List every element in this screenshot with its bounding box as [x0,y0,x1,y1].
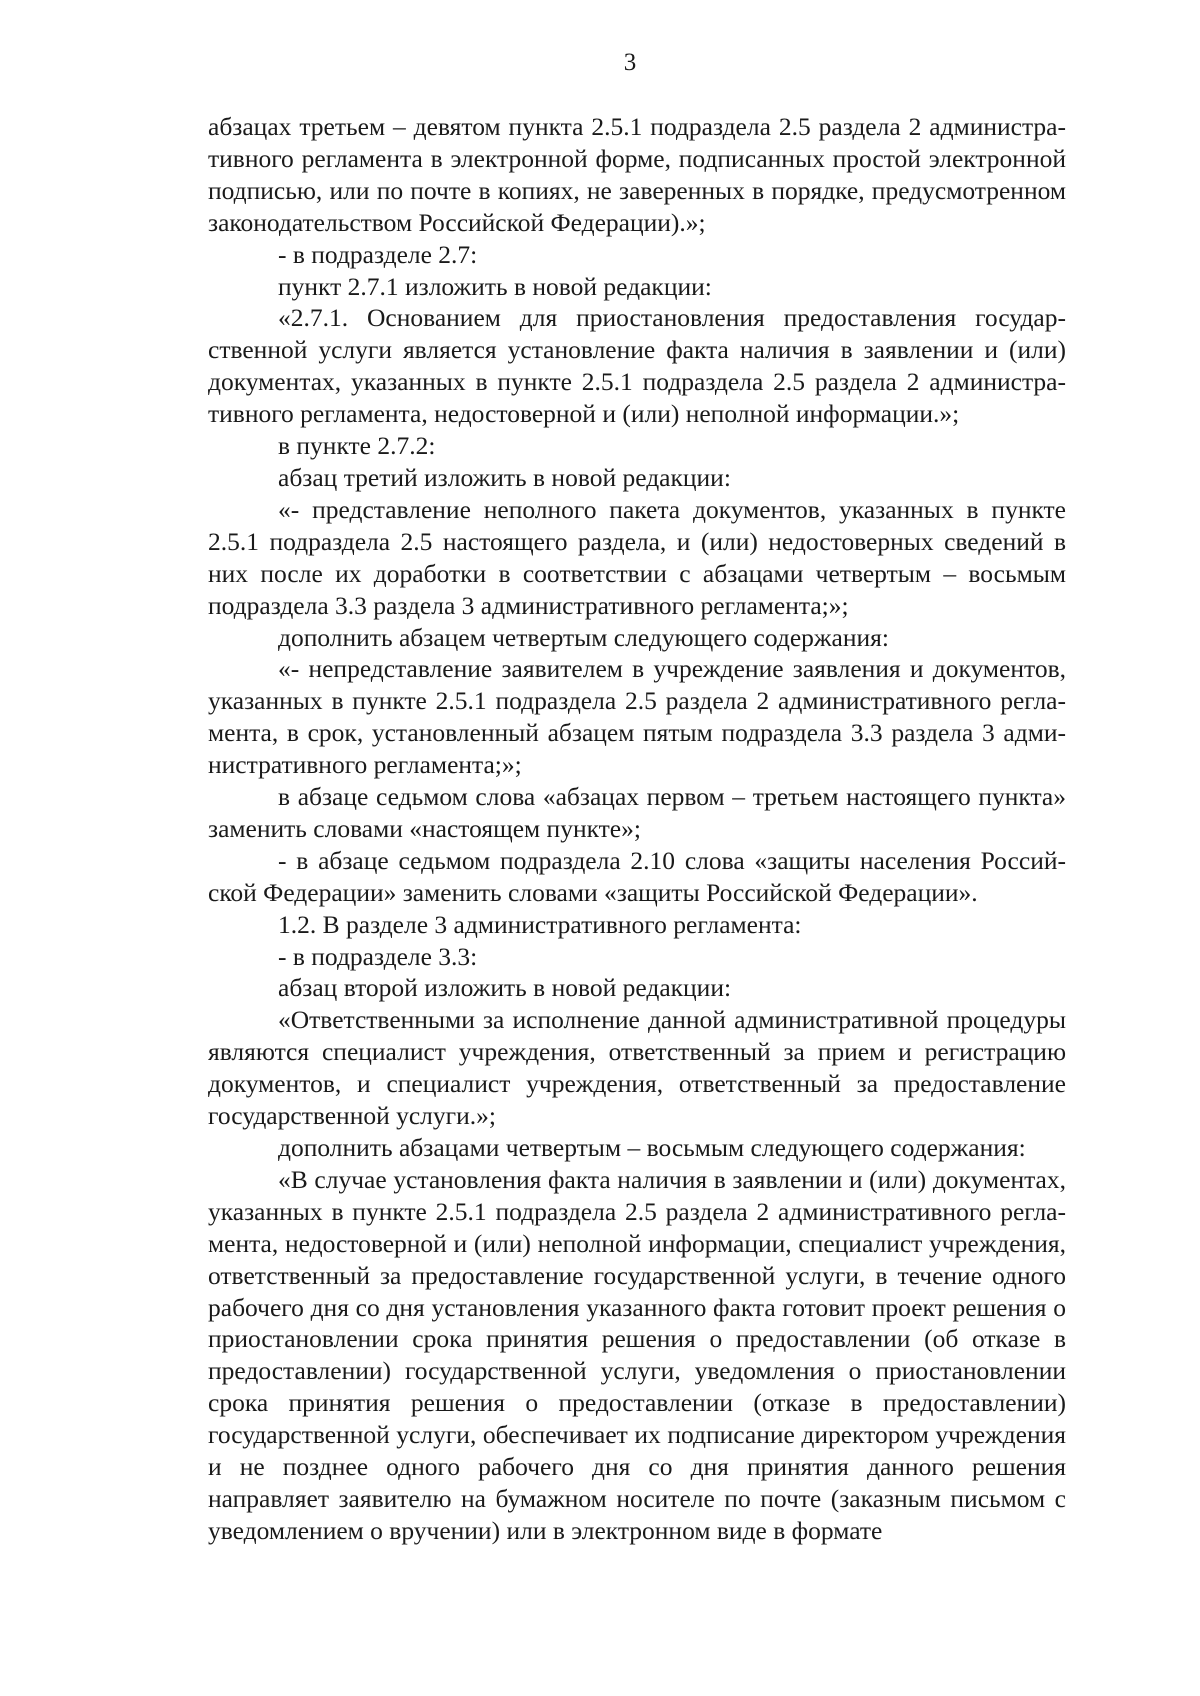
paragraph: абзац третий изложить в новой редакции: [278,462,731,492]
document-body [208,111,1066,1547]
paragraph: в пункте 2.7.2: [278,431,436,461]
paragraph: дополнить абзацем четвертым следующего содержания: [278,622,889,652]
paragraph: абзац второй изложить в новой редакции: [278,973,732,1003]
paragraph: «2.7.1. Основанием для приостановления предоставления государственной услуги является установление факта наличия в заявлении и (или) документах, указанных в пункте 2.5.1 подраздела 2.5 раздела 2 административного регламента, недостоверной и (или) неполной информации.»; [208,303,1066,429]
paragraph: «- непредставление заявителем в учреждение заявления и документов, указанных в пункте 2.5.1 подраздела 2.5 раздела 2 административного регламента, в срок, установленный абзацем пятым подраздела 3.3 раздела 3 административного регламента;»; [208,654,1066,780]
paragraph: в абзаце седьмом слова «абзацах первом – третьем настоящего пункта» заменить словами «настоящем пункте»; [208,782,1066,843]
paragraph: «Ответственными за исполнение данной административной процедуры являются специалист учреждения, ответственный за прием и регистрацию документов, и специалист учреждения, ответственный за предоставление государственной услуги.»; [208,1005,1066,1131]
paragraph: - в абзаце седьмом подраздела 2.10 слова «защиты населения Российской Федерации» заменить словами «защиты Российской Федерации». [208,845,1066,907]
paragraph: - в подразделе 3.3: [278,941,478,971]
paragraph: «- представление неполного пакета документов, указанных в пункте 2.5.1 подраздела 2.5 настоящего раздела, и (или) недостоверных сведений в них после их доработки в соответствии с абзацами четвертым – восьмым подраздела 3.3 раздела 3 административного регламента;»; [208,494,1066,620]
paragraph: пункт 2.7.1 изложить в новой редакции: [278,271,712,301]
section-heading-paragraph: 1.2. В разделе 3 административного регламента: [278,909,802,939]
paragraph: «В случае установления факта наличия в заявлении и (или) документах, указанных в пункте 2.5.1 подраздела 2.5 раздела 2 административного регламента, недостоверной и (или) неполной информации, специалист учреждения, ответственный за предоставление государственной услуги, в течение одного рабочего дня со дня установления указанного факта готовит проект решения о приостановлении срока принятия решения о предоставлении (об отказе в предоставлении) государственной услуги, уведомления о приостановлении срока принятия решения о предоставлении (отказе в предоставлении) государственной услуги, обеспечивает их подписание директором учреждения и не позднее одного рабочего дня со дня принятия данного решения направляет заявителю на бумажном носителе по почте (заказным письмом с уведомлением о вручении) или в электронном виде в формате [208,1164,1066,1545]
paragraph: дополнить абзацами четвертым – восьмым следующего содержания: [278,1133,1026,1162]
page-number: 3 [623,49,637,76]
paragraph: - в подразделе 2.7: [278,239,478,269]
paragraph-continuation: абзацах третьем – девятом пункта 2.5.1 подраздела 2.5 раздела 2 административного регламента в электронной форме, подписанных простой электронной подписью, или по почте в копиях, не заверенных в порядке, предусмотренном законодательством Российской Федерации).»; [208,112,1066,237]
